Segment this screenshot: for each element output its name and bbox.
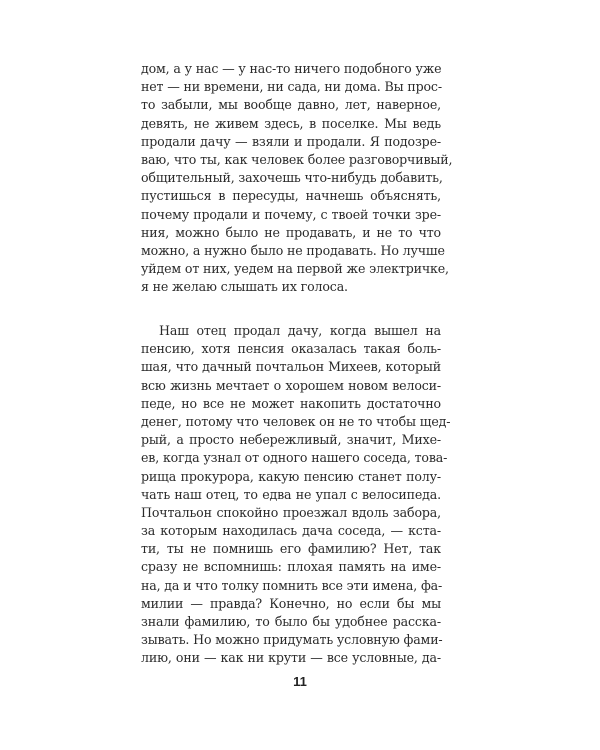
text-line: ния, можно было не продавать, и не то что — [141, 224, 441, 240]
text-line: нет — ни времени, ни сада, ни дома. Вы прос- — [141, 79, 442, 95]
text-line: рый, а просто небережливый, значит, Михе- — [141, 432, 441, 448]
text-line: рища прокурора, какую пенсию станет полу- — [141, 468, 441, 484]
paragraph-2 — [141, 322, 451, 668]
text-line: уйдем от них, уедем на первой же электричке, — [141, 261, 449, 277]
text-line: ев, когда узнал от одного нашего соседа, това- — [141, 450, 448, 466]
text-line: сразу не вспомнишь: плохая память на име- — [141, 559, 441, 575]
text-line: дом, а у нас — у нас-то ничего подобного уже — [141, 61, 442, 76]
text-line: на, да и что толку помнить все эти имена, фа- — [141, 577, 443, 593]
text-line: за которым находилась дача соседа, — кста- — [141, 523, 441, 539]
text-line: девять, не живем здесь, в поселке. Мы ведь — [141, 115, 441, 131]
text-line: продали дачу — взяли и продали. Я подозре- — [141, 133, 441, 149]
text-line: Почтальон спокойно проезжал вдоль забора, — [141, 504, 441, 520]
text-line: лию, они — как ни крути — все условные, да- — [141, 650, 441, 666]
text-line: пустишься в пересуды, начнешь объяснять, — [141, 188, 441, 204]
text-line: почему продали и почему, с твоей точки зре- — [141, 206, 441, 222]
text-line: ти, ты не помнишь его фамилию? Нет, так — [141, 541, 441, 557]
text-line: знали фамилию, то было бы удобнее расска- — [141, 614, 441, 629]
text-line: денег, потому что человек он не то чтобы щед- — [141, 413, 451, 429]
text-line: то забыли, мы вообще давно, лет, наверное, — [141, 97, 441, 113]
text-line: всю жизнь мечтает о хорошем новом велоси- — [141, 377, 441, 393]
text-line: пенсию, хотя пенсия оказалась такая боль- — [141, 341, 441, 357]
text-line: я не желаю слышать их голоса. — [141, 279, 348, 295]
text-line: педе, но все не может накопить достаточно — [141, 395, 441, 411]
text-line: можно, а нужно было не продавать. Но лучше — [141, 242, 445, 258]
text-line: ваю, что ты, как человек более разговорчивый, — [141, 151, 453, 167]
text-line: Наш отец продал дачу, когда вышел на — [159, 323, 441, 338]
text-line: зывать. Но можно придумать условную фами- — [141, 632, 443, 648]
text-line: милии — правда? Конечно, но если бы мы — [141, 595, 441, 611]
page-number: 11 — [293, 674, 307, 689]
text-line: общительный, захочешь что-нибудь добавить, — [141, 170, 443, 186]
text-line: шая, что дачный почтальон Михеев, который — [141, 359, 441, 375]
paragraph-1 — [141, 60, 453, 296]
text-line: чать наш отец, то едва не упал с велосипеда. — [141, 486, 441, 502]
